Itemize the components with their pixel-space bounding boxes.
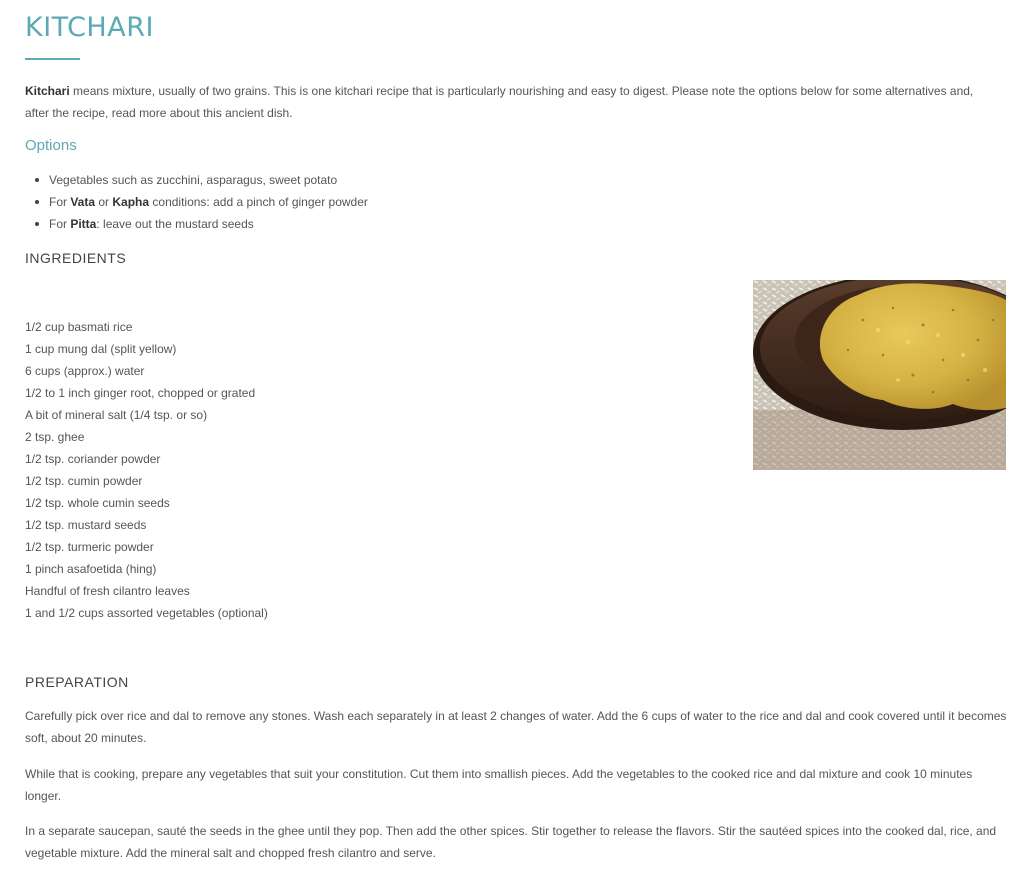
- intro-paragraph: [25, 80, 990, 124]
- title-underline: [25, 58, 80, 60]
- option-item-2-or: or: [95, 195, 113, 209]
- ingredient-item: 1/2 to 1 inch ginger root, chopped or grated: [25, 386, 256, 400]
- intro-bold-term: Kitchari: [25, 84, 70, 98]
- ingredient-item: 1 cup mung dal (split yellow): [25, 342, 177, 356]
- ingredient-item: A bit of mineral salt (1/4 tsp. or so): [25, 408, 208, 422]
- option-pitta-term: Pitta: [70, 217, 97, 231]
- option-item-2-pre: For: [49, 195, 71, 209]
- ingredient-item: Handful of fresh cilantro leaves: [25, 584, 190, 598]
- ingredient-item: 1/2 tsp. whole cumin seeds: [25, 496, 170, 510]
- ingredient-item: 2 tsp. ghee: [25, 430, 85, 444]
- ingredient-item: 6 cups (approx.) water: [25, 364, 145, 378]
- ingredient-item: 1 pinch asafoetida (hing): [25, 562, 157, 576]
- page-title: KITCHARI: [25, 12, 154, 43]
- ingredient-item: 1/2 tsp. cumin powder: [25, 474, 143, 488]
- kitchari-dish-photo: [753, 280, 1006, 470]
- option-item-3-post: : leave out the mustard seeds: [96, 217, 254, 231]
- preparation-step: While that is cooking, prepare any vegetables that suit your constitution. Cut them into smallish pieces. Add the vegetables to the cooked rice and dal mixture and cook 10 minutes longer.: [25, 767, 973, 803]
- options-list: [25, 169, 368, 235]
- option-kapha-term: Kapha: [112, 195, 150, 209]
- intro-text: means mixture, usually of two grains. This is one kitchari recipe that is particularly nourishing and easy to digest. Please note the options below for some alternatives and, after the recipe, read more about this ancient dish.: [25, 84, 974, 120]
- option-item-3-pre: For: [49, 217, 71, 231]
- option-item: [25, 213, 368, 235]
- option-item-2-post: conditions: add a pinch of ginger powder: [149, 195, 368, 209]
- options-heading: Options: [25, 137, 77, 154]
- option-item-1-text: Vegetables such as zucchini, asparagus, sweet potato: [49, 173, 338, 187]
- ingredient-item: 1/2 tsp. coriander powder: [25, 452, 161, 466]
- option-item: [25, 191, 368, 213]
- ingredient-item: 1/2 tsp. mustard seeds: [25, 518, 147, 532]
- preparation-heading: PREPARATION: [25, 674, 129, 690]
- option-vata-term: Vata: [70, 195, 96, 209]
- ingredient-item: 1 and 1/2 cups assorted vegetables (optional): [25, 606, 268, 620]
- preparation-step: Carefully pick over rice and dal to remove any stones. Wash each separately in at least 2 changes of water. Add the 6 cups of water to the rice and dal and cook covered until it becomes soft, about 20 minutes.: [25, 709, 1007, 745]
- ingredients-list: [25, 316, 268, 624]
- option-item: [25, 169, 368, 191]
- ingredient-item: 1/2 cup basmati rice: [25, 320, 133, 334]
- kitchari-dish-illustration: [753, 280, 1006, 470]
- ingredient-item: 1/2 tsp. turmeric powder: [25, 540, 154, 554]
- preparation-step: In a separate saucepan, sauté the seeds in the ghee until they pop. Then add the other spices. Stir together to release the flavors. Stir the sautéed spices into the cooked dal, rice, and vegetable mixture. Add the mineral salt and chopped fresh cilantro and serve.: [25, 824, 997, 860]
- ingredients-heading: INGREDIENTS: [25, 250, 127, 266]
